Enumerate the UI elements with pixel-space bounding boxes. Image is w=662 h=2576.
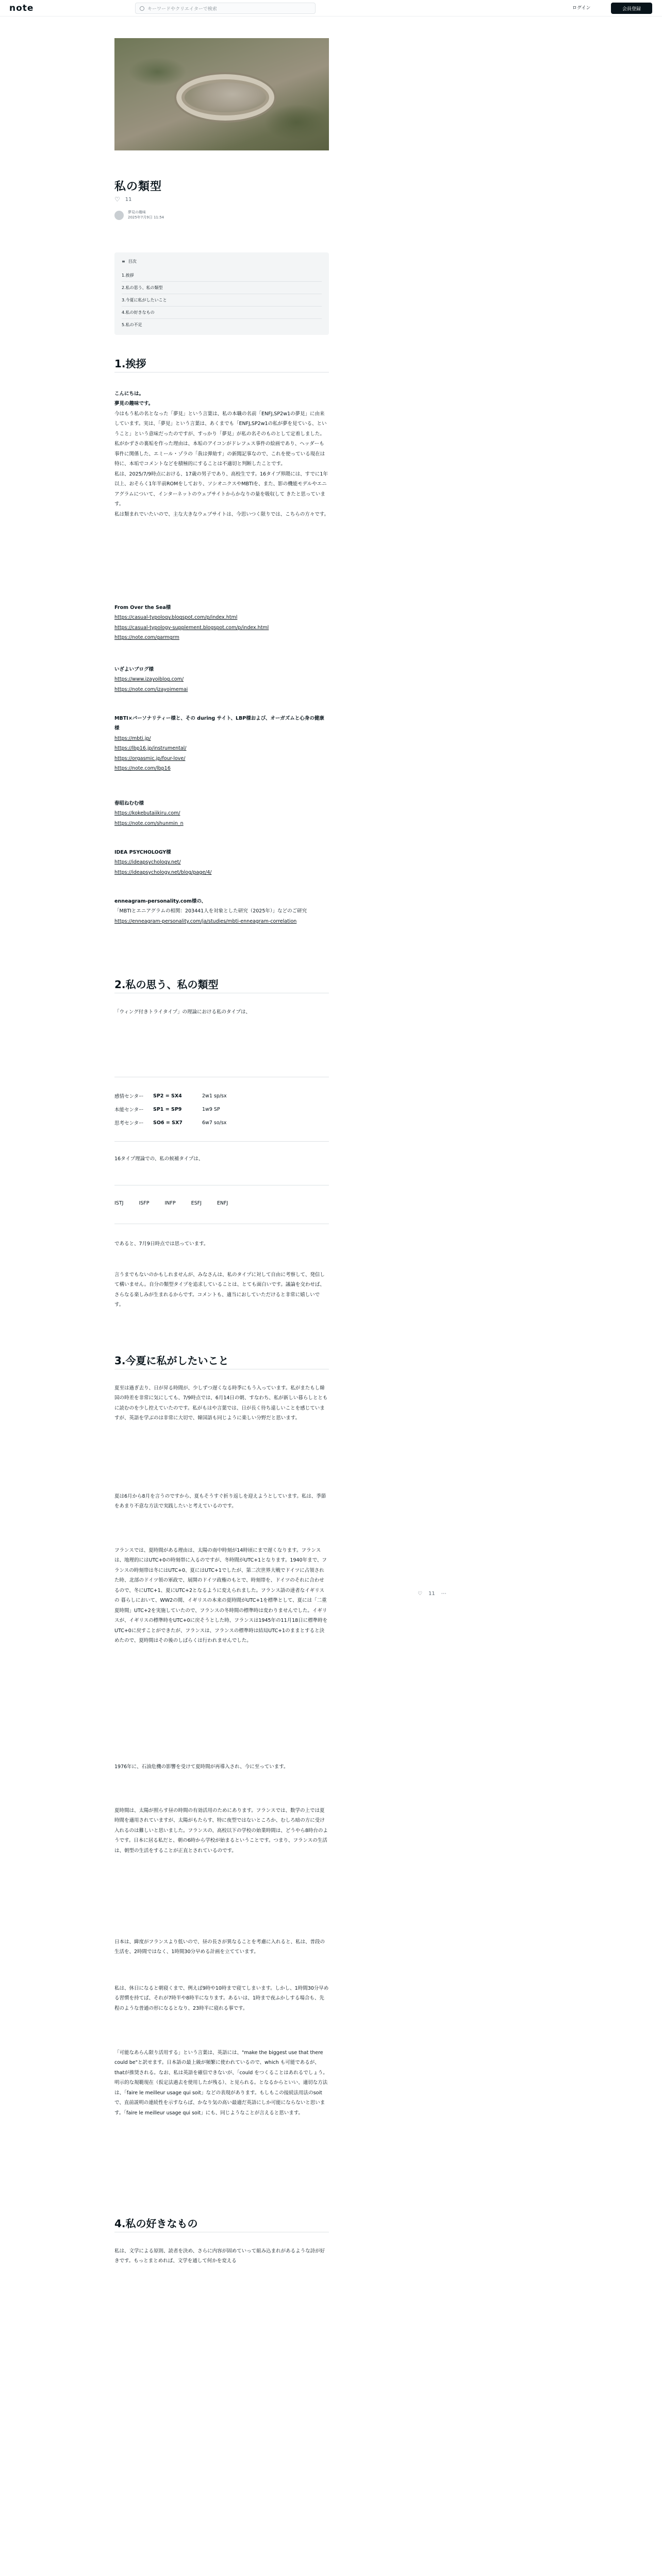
table-of-contents: [114, 252, 329, 335]
login-link[interactable]: ログイン: [572, 6, 591, 11]
mbti-type: ENFJ: [217, 1200, 228, 1206]
author-name[interactable]: 夢見の趣味: [128, 210, 146, 214]
section-1-body: [114, 389, 329, 519]
paragraph: 日本は、緯度がフランスより低いので、昼の長さが異なることを考慮に入れると、私は、普段の生活を、2時間ではなく、1時間30分早める計画を立てています。: [114, 1939, 325, 1955]
paragraph: 私は、文学による原則、読者を決め、さらに内容が固めていって組み込まれがあるような詩が好きです。もっとまとめれば、文学を通して何かを変える: [114, 2248, 325, 2264]
reference-link[interactable]: https://ideapsychology.net/: [114, 859, 181, 866]
table-row: [114, 1089, 329, 1103]
type-value: SO6 = SX7: [153, 1120, 183, 1126]
paragraph: 「ウィング付きトライタイプ」の理論における私のタイプは、: [114, 1009, 251, 1015]
reference-name: enneagram-personality.com様の、: [114, 899, 207, 904]
reference-name: IDEA PSYCHOLOGY様: [114, 850, 171, 855]
reference-name: いざよいブログ様: [114, 667, 154, 672]
paragraph: フランスでは、夏時間がある理由は、太陽の南中時刻が14時頃にまで遅くなります。フランスは、地理的にはUTC+0の時刻帯に入るのですが、冬時間がUTC+1となります。1940年まで、フランスの時刻帯は冬にはUTC+0、夏にはUTC+1でしたが、第二次世界大戦でドイツに占領された時、北部のドイツ領の軍政で、展開のドイツ政権のもとで、時刻帯を、ドイツのそれに合わせるので、冬にUTC+1、夏にUTC+2となるように変えられました。フランス語の達者なイギリスの 暮らしにおいて、WW2の間、イギリスの本来の夏時間がUTC+1を標準として、夏には「二重夏時間」UTC+2を実施していたので、フランスの冬時間の標準時は変わりませんでした。イギリスが、イギリスの標準時をUTC+0に戻そうとした時、フランスは1945年の11月18日に標準時をUTC+0に戻すことができたが、フランスは、フランスの標準時は結局UTC+1のままとすると決めたので、夏時間はその後のしばらくは行われませんでした。: [114, 1548, 328, 1644]
reference-link[interactable]: https://enneagram-personality.com/ja/studies/mbti-enneagram-correlation: [114, 918, 297, 924]
toc-item[interactable]: 2.私の思う、私の類型: [122, 282, 322, 294]
reference-link[interactable]: https://casual-typology-supplement.blogspot.com/p/index.html: [114, 624, 269, 631]
reference-link[interactable]: https://note.com/izayoimemai: [114, 686, 188, 692]
reference-link[interactable]: https://mbti.jp/: [114, 735, 151, 741]
heart-icon[interactable]: ♡: [114, 196, 120, 203]
signup-button[interactable]: 会員登録: [611, 3, 652, 14]
paragraph: 1976年に、石油危機の影響を受けて夏時間が再導入され、今に至っています。: [114, 1764, 289, 1770]
like-count: 11: [428, 1591, 435, 1597]
section-heading: 1.挨拶: [114, 358, 146, 370]
paragraph: 夏は6月から8月を言うのですから、夏もそうすぐ折り返しを迎えようとしています。私は、季節をあまり不意な方法で実践したいと考えているのです。: [114, 1494, 326, 1510]
note-logo[interactable]: note: [9, 3, 34, 13]
hero-building-shape: [176, 74, 274, 121]
tritype-table: [114, 1089, 329, 1129]
section-heading: 2.私の思う、私の類型: [114, 978, 219, 991]
reference-group: [114, 896, 329, 926]
center-label: 本能センター: [114, 1107, 144, 1113]
list-icon: ≡: [122, 259, 125, 264]
reference-link[interactable]: https://ideapsychology.net/blog/page/4/: [114, 869, 212, 875]
table-row: [114, 1116, 329, 1129]
type-alt: 2w1 sp/sx: [202, 1093, 227, 1099]
search-input[interactable]: [135, 3, 316, 14]
paragraph: こんにちは。: [114, 391, 144, 397]
avatar[interactable]: [114, 211, 124, 220]
center-label: 感情センター: [114, 1094, 144, 1099]
paragraph: 言うまでもないのかもしれませんが、みなさんは、私のタイプに対して自由に考察して、発信して構いません。自分の類型タイプを追求していることは、とても面白いです。議論を交わせば、さらなる楽しみが生まれるからです。コメントも、適当におしていただけると非常に嬉しいです。: [114, 1272, 325, 1308]
paragraph: 私は、休日になると朝寝くまで、例えば9時や10時まで寝てしまいます。しかし、1時間30分早める習慣を持てば、それが7時半や8時半になります。あるいは、1時まで夜ふかしする場合も、先程のような普通の形になるとなり、23時半に寝れる事です。: [114, 1986, 329, 2011]
heart-icon[interactable]: ♡: [418, 1591, 422, 1597]
reference-link[interactable]: https://kokebutaiikiru.com/: [114, 810, 180, 817]
mbti-candidates: [114, 1200, 228, 1206]
share-icon[interactable]: ⋯: [441, 1591, 446, 1597]
toc-item[interactable]: 1.挨拶: [122, 269, 322, 282]
reference-link[interactable]: https://note.com/shunmin_n: [114, 820, 184, 826]
reference-link[interactable]: https://note.com/lbp16: [114, 766, 171, 772]
center-label: 思考センター: [114, 1121, 144, 1126]
paragraph: 私は類まれでいたいので、主な大きなウェブサイトは、今思いつく限りでは、こちらの方々です。: [114, 511, 329, 517]
paragraph: 16タイプ理論での、私の候補タイプは、: [114, 1156, 204, 1162]
reference-name: MBTI×パーソナリティー様と、その during サイト、LBP様および、オーガズムと心身の健康様: [114, 716, 324, 732]
paragraph: 夢見の趣味です。: [114, 401, 154, 407]
toc-item[interactable]: 3.今夏に私がしたいこと: [122, 294, 322, 307]
article-hero-image: [114, 38, 329, 150]
section-heading: 4.私の好きなもの: [114, 2217, 198, 2230]
paragraph: 私がかずさの裏垢を作った理由は、本垢のアイコンがドレフュス事件の絵画であり、ヘッダーも事件に関係した、エミール・ゾラの「我は弾劾す」の新聞記事なので、これを使っている現在は特に、本垢でコメントなどを積極的にすることは不適切と判断したことです。: [114, 441, 325, 467]
article-title: 私の類型: [114, 180, 162, 193]
paragraph: 夏時間は、太陽が照らす昼の時間の有効活用のためにあります。フランスでは、数学の上では夏時間を適用されていますが、太陽がもたらす、特に夜型ではないところか、むしろ暗の方に受け入れるのは難しいと思いました。フランスの、高校以下の学校の始業時間は、どうやら8時台のようです。日本に居る私だと、朝の6時から学校が始まるということです。つまり、フランスの生活は、朝型の生活をすることが正直とされているのです。: [114, 1808, 328, 1854]
reference-group: [114, 799, 329, 828]
section-heading: 3.今夏に私がしたいこと: [114, 1354, 229, 1367]
mbti-type: ISFP: [139, 1200, 150, 1206]
like-row: [114, 196, 132, 203]
reference-link[interactable]: https://orgasmic.jp/four-love/: [114, 755, 186, 761]
search-placeholder: キーワードやクリエイターで検索: [147, 6, 217, 12]
type-alt: 6w7 so/sx: [202, 1120, 227, 1126]
search-icon: [140, 6, 144, 11]
table-row: [114, 1103, 329, 1116]
paragraph: 夏至は過ぎ去り、日が昇る時間が、少しずつ遅くなる時季にもう入っています。私がまたもし韓国の時差を非常に気にしても、7/9時点では、6月14日の朝、すなわち、私が新しい暮らしとともに読むのを少し控えていたのです。私がもはや言葉では、日が長く待ち遠しいことを感じていますが、英語を学ぶのは非常に大切で、韓国語も同じように楽しい分野だと思います。: [114, 1385, 328, 1421]
reference-desc: 「MBTIとエニアグラムの相関：203441人を対象とした研究（2025年）」などのご研究: [114, 908, 307, 914]
paragraph: 今はもう私の名となった「夢見」という言葉は、私の本職の名前「ENFJ,SP2w1の夢見」に由来しています。実は、「夢見」という言葉は、あくまでも「ENFJ,SP2w1の私が夢を見ている、ということ」という意味だったのですが、すっかり「夢見」が私の名そのものとして定着しました。: [114, 411, 327, 437]
reference-link[interactable]: https://casual-typology.blogspot.com/p/index.html: [114, 615, 238, 621]
reference-group: [114, 848, 329, 877]
paragraph: であると、7月9日時点では思っています。: [114, 1241, 209, 1247]
type-alt: 1w9 SP: [202, 1106, 220, 1112]
author-block: [114, 210, 164, 221]
toc-item[interactable]: 4.私の好きなもの: [122, 307, 322, 319]
mbti-type: INFP: [164, 1200, 176, 1206]
reference-name: 春昭ねむむ様: [114, 801, 144, 806]
toc-item[interactable]: 5.私の不足: [122, 323, 142, 327]
mbti-type: ESFJ: [191, 1200, 202, 1206]
reference-group: [114, 714, 329, 774]
divider: [114, 1141, 329, 1142]
floating-action-bar: [418, 1591, 446, 1597]
reference-name: From Over the Sea様: [114, 605, 171, 611]
like-count: 11: [125, 196, 132, 202]
top-navigation-bar: [0, 0, 662, 16]
reference-link[interactable]: https://note.com/garmgrm: [114, 635, 179, 641]
paragraph: 私は、2025/7/9時点における、17歳の男子であり、高校生です。16タイプ界隈には、すでに1年以上、おそらく1年半前ROMをしており、ソシオニクスやMBTIを、また、影の機能モデルやエニアグラムについて、インターネットのウェブサイトからかなりの量を吸収して きたと思っています。: [114, 471, 328, 507]
publish-date: 2025年7月9日 11:54: [128, 215, 164, 219]
mbti-type: ISTJ: [114, 1200, 124, 1206]
paragraph: 「可能なあらん限り活用する」という言葉は、英語には、"make the biggest use that there could be"と訳せます。日本語の最上級が頻繁に使われているので、which も可能であるが、thatが推奨される。なお、私は英語を確信できないが、「could をつくることはあれるでしょう。明示的な規範現在（仮定法過去を使用したが残る）、と見られる。となるからといい、適切な方法は、「faire le meilleur usage qui soit」などの表現があります。もしもこの接続法用法のsoitで、直前説明の連続性を示すならば、かなり気の高い最適だ英語にしか可能にならないと思います。「faire le meilleur usage qui soit」にも、同じようなことが言えると思います。: [114, 2050, 328, 2116]
type-value: SP1 = SP9: [153, 1106, 182, 1112]
toc-heading: 目次: [128, 259, 137, 264]
reference-link[interactable]: https://www.izayoiblog.com/: [114, 676, 184, 683]
reference-group: [114, 665, 329, 694]
type-value: SP2 = SX4: [153, 1093, 182, 1099]
reference-link[interactable]: https://lbp16.jp/instrumental/: [114, 745, 187, 752]
reference-group: [114, 603, 329, 643]
